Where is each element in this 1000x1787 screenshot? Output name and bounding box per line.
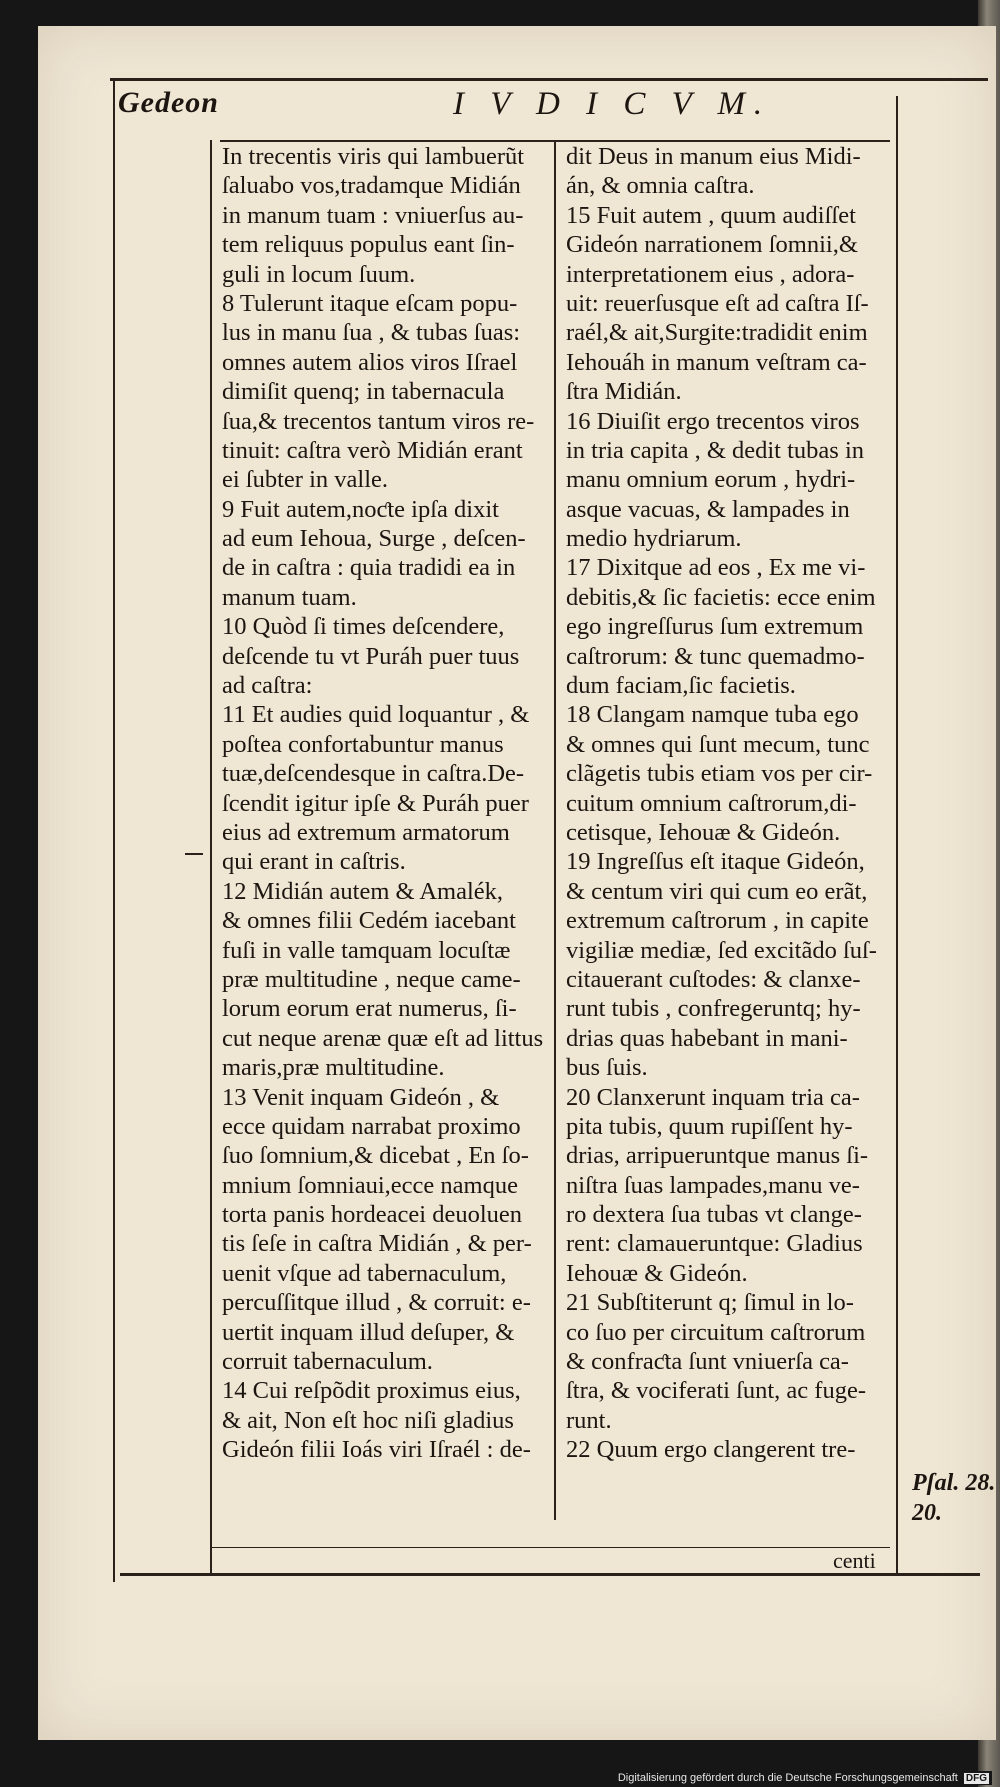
text-line: ego ingreſſurus ſum extremum bbox=[566, 613, 864, 641]
text-line: manu omnium eorum , hydri- bbox=[566, 466, 856, 494]
text-line: ſtra, & vociferati ſunt, ac fuge- bbox=[566, 1377, 866, 1405]
text-line: ei ſubter in valle. bbox=[222, 466, 388, 494]
text-line: & confraƈta ſunt vniuerſa ca- bbox=[566, 1348, 849, 1376]
digitization-credit bbox=[615, 1771, 992, 1785]
footer-rule bbox=[120, 1573, 980, 1576]
text-line: dit Deus in manum eius Midi- bbox=[566, 143, 861, 170]
text-line: tem reliquus populus eant ſin- bbox=[222, 231, 515, 259]
text-line: clãgetis tubis etiam vos per cir- bbox=[566, 760, 873, 788]
text-line: debitis,& ſic facietis: ecce enim bbox=[566, 583, 876, 611]
text-line: uit: reuerſusque eſt ad caſtra Iſ- bbox=[566, 289, 869, 317]
text-line: corruit tabernaculum. bbox=[222, 1348, 433, 1376]
text-line: 8 Tulerunt itaque eſcam popu- bbox=[222, 289, 518, 317]
running-head-left: Gedeon bbox=[118, 86, 219, 119]
text-line: ſuo ſomnium,& dicebat , En ſo- bbox=[222, 1142, 529, 1170]
text-line: In trecentis viris qui lambuerũt bbox=[222, 143, 525, 170]
text-line: tinuit: caſtra verò Midián erant bbox=[222, 436, 523, 464]
text-line: 19 Ingreſſus eſt itaque Gideón, bbox=[566, 848, 865, 876]
text-line: ſtra Midián. bbox=[566, 378, 682, 406]
text-line: & ait, Non eſt hoc niſi gladius bbox=[222, 1406, 514, 1434]
dfg-logo: DFG bbox=[965, 1773, 987, 1784]
text-line: manum tuam. bbox=[222, 583, 357, 611]
text-line: percuſſitque illud , & corruit: e- bbox=[222, 1289, 531, 1317]
text-line: ſua,& trecentos tantum viros re- bbox=[222, 407, 535, 435]
text-line: 13 Venit inquam Gideón , & bbox=[222, 1083, 500, 1111]
text-line: præ multitudine , neque came- bbox=[222, 965, 521, 993]
text-line: tuæ,deſcendesque in caſtra.De- bbox=[222, 760, 525, 788]
text-line: cetisque, Iehouæ & Gideón. bbox=[566, 818, 841, 846]
text-line: cut neque arenæ quæ eſt ad littus bbox=[222, 1024, 544, 1052]
text-line: ſaluabo vos,tradamque Midián bbox=[222, 172, 521, 200]
text-line: maris,præ multitudine. bbox=[222, 1054, 445, 1082]
text-line: Gideón narrationem ſomnii,& bbox=[566, 231, 858, 259]
text-line: omnes autem alios viros Iſrael bbox=[222, 348, 518, 376]
footer-rule-upper bbox=[210, 1547, 890, 1548]
text-line: deſcende tu vt Puráh puer tuus bbox=[222, 642, 520, 670]
text-line: ecce quidam narrabat proximo bbox=[222, 1112, 521, 1140]
left-column bbox=[222, 142, 550, 1465]
running-head-title: I V D I C V M. bbox=[453, 86, 772, 122]
text-line: 21 Subſtiterunt q; ſimul in lo- bbox=[566, 1289, 854, 1317]
page-border-left bbox=[113, 78, 115, 1582]
text-line: poſtea confortabuntur manus bbox=[222, 730, 504, 758]
text-line: runt tubis , confregeruntq; hy- bbox=[566, 995, 861, 1023]
text-line: uenit vſque ad tabernaculum, bbox=[222, 1259, 507, 1287]
text-line: niſtra ſuas lampades,manu ve- bbox=[566, 1171, 860, 1199]
text-line: co ſuo per circuitum caſtrorum bbox=[566, 1318, 866, 1346]
margin-reference-line: 20. bbox=[912, 1500, 942, 1526]
text-line: in tria capita , & dedit tubas in bbox=[566, 436, 865, 464]
text-line: 11 Et audies quid loquantur , & bbox=[222, 701, 530, 729]
right-column bbox=[566, 142, 892, 1465]
text-line: 9 Fuit autem,noƈte ipſa dixit bbox=[222, 495, 499, 523]
text-line: runt. bbox=[566, 1406, 612, 1434]
text-line: & centum viri qui cum eo erãt, bbox=[566, 877, 868, 905]
text-line: eius ad extremum armatorum bbox=[222, 818, 510, 846]
text-line: drias, arripueruntque manus ſi- bbox=[566, 1142, 869, 1170]
text-line: 15 Fuit autem , quum audiſſet bbox=[566, 201, 856, 229]
text-line: uertit inquam illud deſuper, & bbox=[222, 1318, 515, 1346]
column-divider bbox=[554, 140, 556, 1520]
credit-text: Digitalisierung gefördert durch die Deutsche Forschungsgemeinschaft bbox=[617, 1772, 958, 1784]
text-line: caſtrorum: & tunc quemadmo- bbox=[566, 642, 865, 670]
text-line: tis ſeſe in caſtra Midián , & per- bbox=[222, 1230, 532, 1258]
text-line: mnium ſomniaui,ecce namque bbox=[222, 1171, 518, 1199]
text-line: interpretationem eius , adora- bbox=[566, 260, 855, 288]
column-rule-left bbox=[210, 140, 212, 1576]
text-line: pita tubis, quum rupiſſent hy- bbox=[566, 1112, 853, 1140]
text-line: 18 Clangam namque tuba ego bbox=[566, 701, 859, 729]
text-line: dum faciam,ſic facietis. bbox=[566, 672, 796, 700]
running-head bbox=[118, 86, 898, 134]
text-line: in manum tuam : vniuerſus au- bbox=[222, 201, 524, 229]
text-line: vigiliæ mediæ, ſed excitãdo ſuſ- bbox=[566, 936, 877, 964]
text-line: 14 Cui reſpõdit proximus eius, bbox=[222, 1377, 521, 1405]
text-line: ſcendit igitur ipſe & Puráh puer bbox=[222, 789, 529, 817]
text-line: 12 Midián autem & Amalék, bbox=[222, 877, 504, 905]
catchword: centi bbox=[833, 1548, 876, 1573]
text-line: ad eum Iehoua, Surge , deſcen- bbox=[222, 525, 526, 553]
text-line: 10 Quòd ſi times deſcendere, bbox=[222, 613, 505, 641]
text-line: 16 Diuiſit ergo trecentos viros bbox=[566, 407, 860, 435]
text-line: ro dextera ſua tubas vt clange- bbox=[566, 1201, 862, 1229]
text-line: guli in locum ſuum. bbox=[222, 260, 416, 288]
text-line: 17 Dixitque ad eos , Ex me vi- bbox=[566, 554, 866, 582]
text-line: raél,& ait,Surgite:tradidit enim bbox=[566, 319, 868, 347]
text-line: torta panis hordeacei deuoluen bbox=[222, 1201, 523, 1229]
text-line: án, & omnia caſtra. bbox=[566, 172, 755, 200]
text-line: 22 Quum ergo clangerent tre- bbox=[566, 1436, 856, 1464]
text-line: ad caſtra: bbox=[222, 672, 313, 700]
text-line: rent: clamaueruntque: Gladius bbox=[566, 1230, 863, 1258]
text-line: cuitum omnium caſtrorum,di- bbox=[566, 789, 857, 817]
text-line: lorum eorum erat numerus, ſi- bbox=[222, 995, 517, 1023]
text-line: bus ſuis. bbox=[566, 1054, 648, 1082]
text-line: Iehouáh in manum veſtram ca- bbox=[566, 348, 867, 376]
text-line: qui erant in caſtris. bbox=[222, 848, 406, 876]
text-line: medio hydriarum. bbox=[566, 525, 742, 553]
text-line: Gideón filii Ioás viri Iſraél : de- bbox=[222, 1436, 531, 1464]
text-line: asque vacuas, & lampades in bbox=[566, 495, 850, 523]
text-line: lus in manu ſua , & tubas ſuas: bbox=[222, 319, 521, 347]
margin-mark bbox=[185, 853, 203, 855]
header-rule bbox=[110, 78, 988, 81]
text-line: extremum caſtrorum , in capite bbox=[566, 907, 869, 935]
margin-reference bbox=[912, 1468, 995, 1528]
column-rule-right bbox=[896, 96, 898, 1576]
text-line: 20 Clanxerunt inquam tria ca- bbox=[566, 1083, 860, 1111]
text-line: Iehouæ & Gideón. bbox=[566, 1259, 748, 1287]
text-line: & omnes filii Cedém iacebant bbox=[222, 907, 516, 935]
text-line: de in caſtra : quia tradidi ea in bbox=[222, 554, 516, 582]
margin-reference-line: Pſal. 28. bbox=[912, 1470, 996, 1496]
text-line: citauerant cuſtodes: & clanxe- bbox=[566, 965, 861, 993]
text-line: dimiſit quenq; in tabernacula bbox=[222, 378, 505, 406]
text-line: & omnes qui ſunt mecum, tunc bbox=[566, 730, 870, 758]
text-line: drias quas habebant in mani- bbox=[566, 1024, 848, 1052]
text-line: fuſi in valle tamquam locuſtæ bbox=[222, 936, 511, 964]
